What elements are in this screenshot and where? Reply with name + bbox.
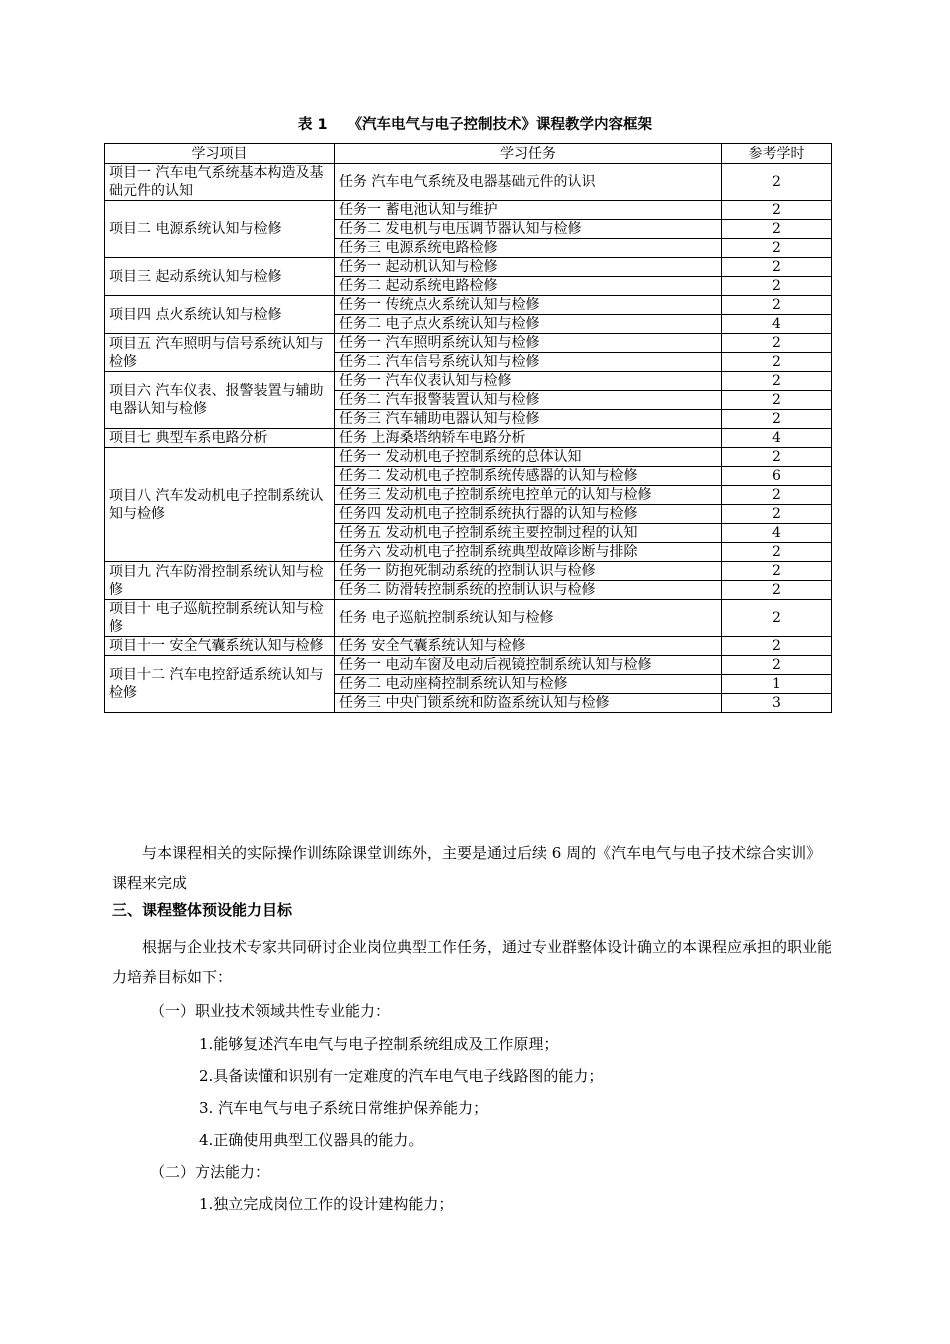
- hours-cell: 1: [722, 675, 832, 694]
- subsection-2-title: （二）方法能力：: [150, 1163, 271, 1181]
- hours-cell: 2: [722, 201, 832, 220]
- project-cell: 项目六 汽车仪表、报警装置与辅助电器认知与检修: [105, 372, 335, 429]
- task-cell: 任务二 发动机电子控制系统传感器的认知与检修: [335, 467, 722, 486]
- hours-cell: 2: [722, 656, 832, 675]
- hours-cell: 4: [722, 315, 832, 334]
- table-row: [105, 296, 832, 315]
- task-cell: 任务三 发动机电子控制系统电控单元的认知与检修: [335, 486, 722, 505]
- hours-cell: 2: [722, 220, 832, 239]
- table-row: [105, 164, 832, 201]
- header-task: 学习任务: [335, 144, 722, 164]
- table-row: [105, 201, 832, 220]
- hours-cell: 2: [722, 164, 832, 201]
- task-cell: 任务一 传统点火系统认知与检修: [335, 296, 722, 315]
- task-cell: 任务二 电动座椅控制系统认知与检修: [335, 675, 722, 694]
- table-row: [105, 258, 832, 277]
- table-row: [105, 334, 832, 353]
- hours-cell: 2: [722, 637, 832, 656]
- hours-cell: 2: [722, 581, 832, 600]
- task-cell: 任务四 发动机电子控制系统执行器的认知与检修: [335, 505, 722, 524]
- task-cell: 任务五 发动机电子控制系统主要控制过程的认知: [335, 524, 722, 543]
- task-cell: 任务一 防抱死制动系统的控制认识与检修: [335, 562, 722, 581]
- table-row: [105, 637, 832, 656]
- subsection-1-title: （一）职业技术领域共性专业能力：: [150, 1002, 391, 1020]
- table-row: [105, 562, 832, 581]
- hours-cell: 6: [722, 467, 832, 486]
- task-cell: 任务二 汽车报警装置认知与检修: [335, 391, 722, 410]
- list-item: 3. 汽车电气与电子系统日常维护保养能力；: [199, 1099, 489, 1117]
- hours-cell: 3: [722, 694, 832, 713]
- header-project: 学习项目: [105, 144, 335, 164]
- hours-cell: 2: [722, 543, 832, 562]
- list-item: 2.具备读懂和识别有一定难度的汽车电气电子线路图的能力；: [199, 1067, 604, 1085]
- project-cell: 项目七 典型车系电路分析: [105, 429, 335, 448]
- table-row: [105, 429, 832, 448]
- task-cell: 任务三 汽车辅助电器认知与检修: [335, 410, 722, 429]
- project-cell: 项目二 电源系统认知与检修: [105, 201, 335, 258]
- table-row: [105, 448, 832, 467]
- task-cell: 任务一 发动机电子控制系统的总体认知: [335, 448, 722, 467]
- hours-cell: 2: [722, 334, 832, 353]
- project-cell: 项目十一 安全气囊系统认知与检修: [105, 637, 335, 656]
- hours-cell: 4: [722, 429, 832, 448]
- task-cell: 任务 汽车电气系统及电器基础元件的认识: [335, 164, 722, 201]
- task-cell: 任务二 电子点火系统认知与检修: [335, 315, 722, 334]
- task-cell: 任务二 防滑转控制系统的控制认识与检修: [335, 581, 722, 600]
- table-row: [105, 372, 832, 391]
- header-hours: 参考学时: [722, 144, 832, 164]
- hours-cell: 2: [722, 600, 832, 637]
- task-cell: 任务二 起动系统电路检修: [335, 277, 722, 296]
- task-cell: 任务 安全气囊系统认知与检修: [335, 637, 722, 656]
- hours-cell: 2: [722, 448, 832, 467]
- table-caption: [0, 113, 950, 134]
- project-cell: 项目五 汽车照明与信号系统认知与检修: [105, 334, 335, 372]
- task-cell: 任务二 汽车信号系统认知与检修: [335, 353, 722, 372]
- hours-cell: 2: [722, 296, 832, 315]
- hours-cell: 2: [722, 239, 832, 258]
- hours-cell: 4: [722, 524, 832, 543]
- table-row: [105, 600, 832, 637]
- hours-cell: 2: [722, 410, 832, 429]
- paragraph-goals: 根据与企业技术专家共同研讨企业岗位典型工作任务，通过专业群整体设计确立的本课程应承担的职业能力培养目标如下：: [112, 938, 833, 986]
- task-cell: 任务一 电动车窗及电动后视镜控制系统认知与检修: [335, 656, 722, 675]
- list-item: 1.能够复述汽车电气与电子控制系统组成及工作原理；: [199, 1035, 559, 1053]
- list-item: 1.独立完成岗位工作的设计建构能力；: [199, 1195, 454, 1213]
- table-body: [105, 164, 832, 713]
- hours-cell: 2: [722, 486, 832, 505]
- hours-cell: 2: [722, 372, 832, 391]
- hours-cell: 2: [722, 353, 832, 372]
- caption-label: 表 1: [297, 117, 328, 133]
- task-cell: 任务六 发动机电子控制系统典型故障诊断与排除: [335, 543, 722, 562]
- task-cell: 任务一 汽车照明系统认知与检修: [335, 334, 722, 353]
- task-cell: 任务 电子巡航控制系统认知与检修: [335, 600, 722, 637]
- task-cell: 任务 上海桑塔纳轿车电路分析: [335, 429, 722, 448]
- hours-cell: 2: [722, 391, 832, 410]
- task-cell: 任务二 发电机与电压调节器认知与检修: [335, 220, 722, 239]
- curriculum-table: [104, 143, 832, 713]
- section-heading-3: 三、课程整体预设能力目标: [112, 901, 293, 919]
- project-cell: 项目八 汽车发动机电子控制系统认知与检修: [105, 448, 335, 562]
- paragraph-practice: 与本课程相关的实际操作训练除课堂训练外，主要是通过后续 6 周的《汽车电气与电子技术综合实训》课程来完成: [112, 844, 822, 892]
- project-cell: 项目十二 汽车电控舒适系统认知与检修: [105, 656, 335, 713]
- task-cell: 任务一 起动机认知与检修: [335, 258, 722, 277]
- hours-cell: 2: [722, 258, 832, 277]
- caption-title: 《汽车电气与电子控制技术》课程教学内容框架: [347, 117, 653, 133]
- table-header-row: [105, 144, 832, 164]
- task-cell: 任务一 蓄电池认知与维护: [335, 201, 722, 220]
- table-row: [105, 656, 832, 675]
- list-item: 4.正确使用典型工仪器具的能力。: [199, 1131, 424, 1149]
- task-cell: 任务一 汽车仪表认知与检修: [335, 372, 722, 391]
- hours-cell: 2: [722, 277, 832, 296]
- project-cell: 项目一 汽车电气系统基本构造及基础元件的认知: [105, 164, 335, 201]
- hours-cell: 2: [722, 505, 832, 524]
- task-cell: 任务三 电源系统电路检修: [335, 239, 722, 258]
- hours-cell: 2: [722, 562, 832, 581]
- project-cell: 项目十 电子巡航控制系统认知与检修: [105, 600, 335, 637]
- task-cell: 任务三 中央门锁系统和防盗系统认知与检修: [335, 694, 722, 713]
- project-cell: 项目九 汽车防滑控制系统认知与检修: [105, 562, 335, 600]
- project-cell: 项目三 起动系统认知与检修: [105, 258, 335, 296]
- project-cell: 项目四 点火系统认知与检修: [105, 296, 335, 334]
